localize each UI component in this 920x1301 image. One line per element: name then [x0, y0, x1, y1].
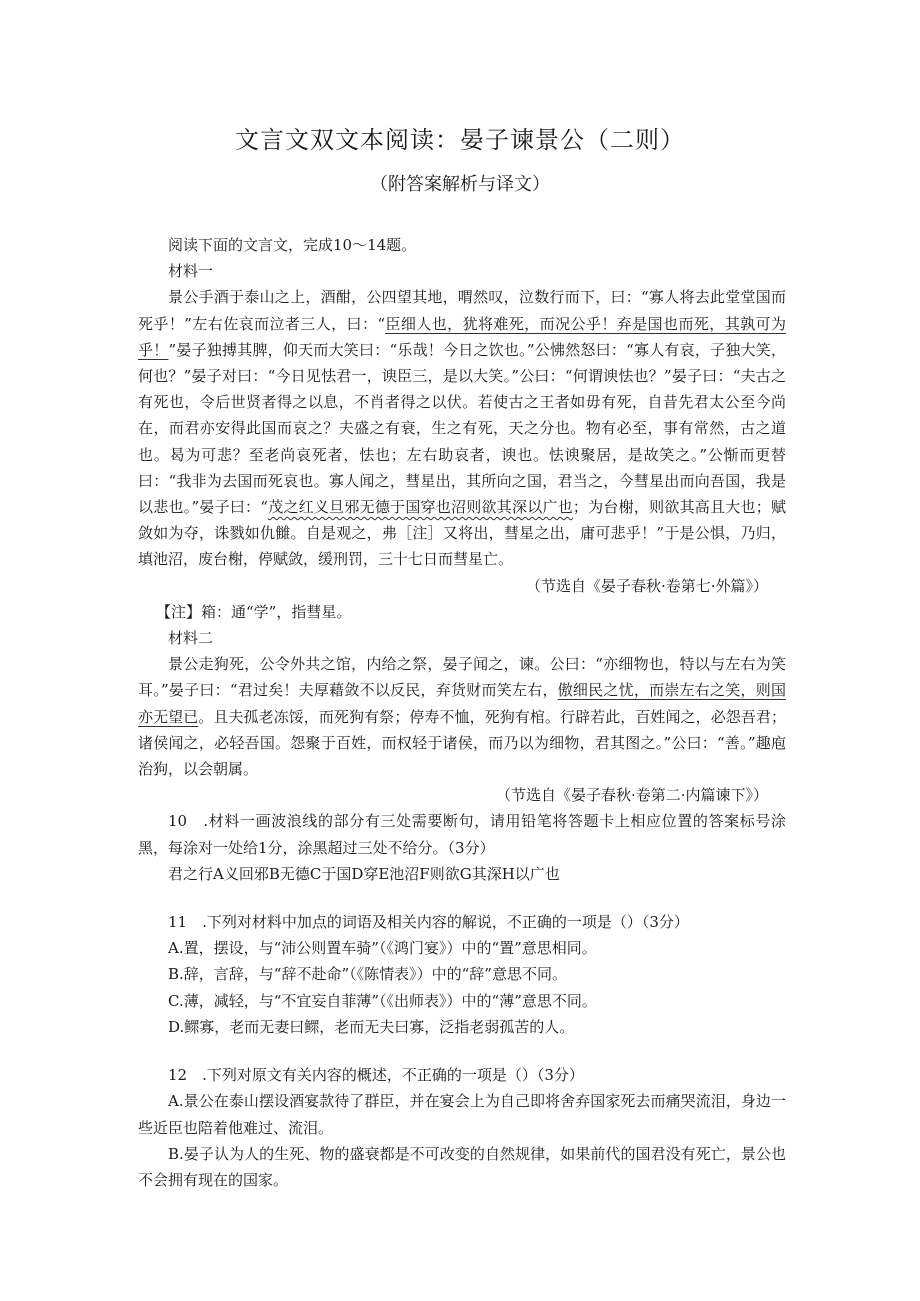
document-body [138, 232, 786, 1193]
question-11-option-d: D.鳏寡，老而无妻曰鳏，老而无夫曰寡，泛指老弱孤苦的人。 [168, 1017, 575, 1036]
material-2-text: 。且夫孤老冻馁，而死狗有祭；停寿不恤，死狗有棺。行辟若此，百姓闻之，必怨吾君；诸侯闻之，必轻吾国。怨聚于百姓，而权轻于诸侯，而乃以为细物，君其图之。”公曰：“善。”趣庖治狗，以会朝属。 [138, 707, 786, 779]
question-11-stem: 11 .下列对材料中加点的词语及相关内容的解说，不正确的一项是（）（3分） [168, 913, 689, 932]
material-1-text: ；为台榭，则欲其高且大也；赋敛如为夺，诛戮如仇雠。自是观之，弗［注］又将出，彗星之出，庸可悲乎！”于是公惧，乃归，填池沼，废台榭，停赋敛，缓刑罚，三十七日而彗星亡。 [138, 498, 786, 569]
spacer [138, 1040, 786, 1062]
material-2-text: 景公走狗死，公令外共之馆，内给之祭，晏子闻之，谏。公曰：“亦细物也，特以与左右为笑耳。”晏子曰：“君过矣！夫厚藉敛不以反民，弃货财而笑左右， [138, 655, 786, 700]
material-1-source: （节选自《晏子春秋·卷第七·外篇》） [525, 576, 768, 595]
material-1-label: 材料一 [168, 262, 214, 281]
question-11-option-c: C.薄，减轻，与“不宜妄自菲薄”（《出师表》）中的“薄”意思不同。 [168, 991, 597, 1010]
material-2-underlined-sentence: 傲细民之忧，而崇左右之笑，则国亦无望已 [138, 681, 786, 726]
material-1-underlined-sentence: 臣细人也，犹将难死，而况公乎！弃是国也而死，其孰可为乎！ [138, 314, 786, 359]
spacer [138, 887, 786, 909]
material-2-paragraph [138, 651, 786, 782]
annotation-note: 【注】箱：通“学”，指彗星。 [156, 602, 352, 621]
question-10-stem: 10 .材料一画波浪线的部分有三处需要断句，请用铅笔将答题卡上相应位置的答案标号涂黑，每涂对一处给1分，涂黑超过三处不给分。（3分） [138, 812, 786, 857]
material-2-source: （节选自《晏子春秋·卷第二·内篇谏下》） [495, 786, 768, 805]
question-12-stem: 12 .下列对原文有关内容的概述，不正确的一项是（）（3分） [168, 1066, 584, 1085]
document-title: 文言文双文本阅读：晏子谏景公（二则） [235, 126, 685, 154]
material-1-wavy-underlined-sentence: 茂之红义旦邪无德于国穿也沼则欲其深以广也 [267, 498, 573, 517]
question-12-option-b: B.晏子认为人的生死、物的盛衰都是不可改变的自然规律，如果前代的国君没有死亡，景公也不会拥有现在的国家。 [138, 1144, 786, 1189]
material-1-text: 景公手酒于泰山之上，酒酣，公四望其地，喟然叹，泣数行而下，曰：“寡人将去此堂堂国而死乎！”左右佐哀而泣者三人，曰：“ [138, 288, 786, 333]
material-1-text: ”晏子独搏其脾，仰天而大笑曰：“乐哉！今日之饮也。”公怫然怒曰：“寡人有哀，子独大笑，何也？”晏子对曰：“今日见怯君一，谀臣三，是以大笑。”公曰：“何谓谀怯也？”晏子曰：“夫古之有死也，令后世贤者得之以息，不肖者得之以伏。若使古之王者如毋有死，自昔先君太公至今尚在，而君亦安得此国而哀之？夫盛之有衰，生之有死，天之分也。物有必至，事有常然，古之道也。曷为可悲？至老尚哀死者，怯也；左右助哀者，谀也。怯谀聚居，是故笑之。”公惭而更替曰：“我非为去国而死哀也。寡人闻之，彗星出，其所向之国，君当之，今彗星出而向吾国，我是以悲也。”晏子曰：“ [138, 340, 786, 517]
question-12-option-a: A.景公在泰山摆设酒宴款待了群臣，并在宴会上为自己即将舍弃国家死去而痛哭流泪，身边一些近臣也陪着他难过、流泪。 [138, 1092, 786, 1137]
intro-text: 阅读下面的文言文，完成10～14题。 [168, 236, 417, 254]
document-subtitle: （附答案解析与译文） [370, 174, 550, 195]
material-1-paragraph [138, 284, 786, 572]
question-10-options: 君之行A义回邪B无德C于国D穿E池沼F则欲G其深H以广也 [168, 864, 560, 883]
material-2-label: 材料二 [168, 629, 214, 648]
question-11-option-b: B.辞，言辞，与“辞不赴命”（《陈情表》）中的“辞”意思不同。 [168, 965, 567, 984]
question-11-option-a: A.置，摆设，与“沛公则置车骑”（《鸿门宴》）中的“置”意思相同。 [168, 939, 597, 958]
